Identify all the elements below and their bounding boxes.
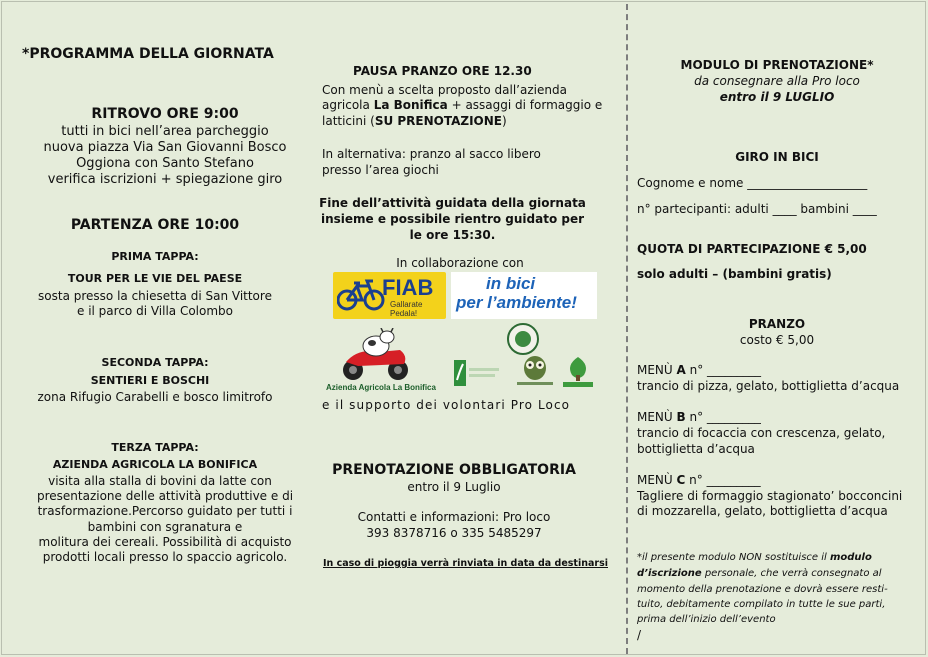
menu-c-desc: Tagliere di formaggio stagionato’ bocconcini [637, 489, 903, 503]
contatti-line: Contatti e informazioni: Pro loco [357, 510, 551, 524]
pausa-line: latticini (SU PRENOTAZIONE) [322, 114, 507, 128]
pranzo-title: PRANZO [748, 317, 806, 331]
fiab-logo [333, 272, 446, 319]
fine-line: Fine dell’attività guidata della giornata [319, 196, 586, 210]
fiab-logo-sub: Gallarate Pedala! [390, 300, 423, 318]
fiab-logo-text: FIAB [382, 275, 434, 300]
parco-logo-icon [452, 358, 502, 392]
tappa3-line: trasformazione.Percorso guidato per tutti i [37, 504, 293, 518]
cognome-field[interactable]: Cognome e nome ____________________ [637, 176, 868, 190]
ritrovo-line: tutti in bici nell’area parcheggio [61, 124, 269, 139]
alternativa-line: In alternativa: pranzo al sacco libero [322, 147, 541, 161]
tappa3-label: TERZA TAPPA: [111, 441, 199, 454]
tappa3-line: prodotti locali presso lo spaccio agricolo. [42, 550, 288, 564]
pausa-line: agricola La Bonifica + assaggi di formaggio e [322, 98, 603, 112]
note-line: prima dell’inizio dell’evento [637, 614, 776, 625]
note-line: / [637, 628, 642, 642]
pranzo-costo: costo € 5,00 [739, 333, 815, 347]
tappa3-line: molitura dei cereali. Possibilità di acquisto [38, 535, 292, 549]
collaborazione-text: In collaborazione con [396, 256, 524, 270]
bicycle-icon [337, 278, 385, 312]
gev-lombardia-seal-icon [506, 322, 540, 356]
tappa1-label: PRIMA TAPPA: [111, 250, 199, 263]
alternativa-line: presso l’area giochi [322, 163, 439, 177]
tappa2-title: SENTIERI E BOSCHI [90, 374, 210, 387]
pausa-line: Con menù a scelta proposto dall’azienda [322, 83, 567, 97]
partecipanti-field[interactable]: n° partecipanti: adulti ____ bambini ____ [637, 202, 877, 216]
tappa2-label: SECONDA TAPPA: [101, 356, 209, 369]
menu-a-field[interactable]: MENÙ A n° _________ [637, 363, 762, 377]
tappa3-line: bambini con sgranatura e [87, 520, 243, 534]
fine-line: le ore 15:30. [409, 228, 496, 242]
note-line: tuito, debitamente compilato in tutte le sue parti, [637, 599, 886, 610]
tappa3-line: presentazione delle attività produttive e di [36, 489, 294, 503]
menu-b-desc: trancio di focaccia con crescenza, gelato, [637, 426, 886, 440]
ritrovo-line: Oggiona con Santo Stefano [76, 156, 254, 171]
ritrovo-line: verifica iscrizioni + spiegazione giro [47, 172, 283, 187]
ritrovo-title: RITROVO ORE 9:00 [91, 106, 239, 122]
quota-text: QUOTA DI PARTECIPAZIONE € 5,00 [637, 242, 867, 256]
supporto-text: e il supporto dei volontari Pro Loco [322, 398, 571, 412]
menu-c-field[interactable]: MENÙ C n° _________ [637, 473, 761, 487]
prenotazione-title: PRENOTAZIONE OBBLIGATORIA [332, 462, 576, 478]
owl-logo-icon [515, 352, 555, 388]
menu-b-field[interactable]: MENÙ B n° _________ [637, 410, 761, 424]
partenza-title: PARTENZA ORE 10:00 [70, 217, 240, 233]
note-line: momento della prenotazione e dovrà essere resti- [637, 584, 888, 595]
menu-a-desc: trancio di pizza, gelato, bottiglietta d’acqua [637, 379, 900, 393]
in-bici-logo-text: in bici per l’ambiente! [456, 274, 577, 312]
pausa-title: PAUSA PRANZO ORE 12.30 [353, 64, 532, 78]
bosco-rugareto-logo-icon [560, 355, 596, 389]
contatti-phone: 393 8378716 o 335 5485297 [366, 526, 542, 540]
note-line: d’iscrizione personale, che verrà consegnato al [637, 568, 882, 579]
tappa3-line: visita alla stalla di bovini da latte con [48, 474, 272, 488]
program-heading: *PROGRAMMA DELLA GIORNATA [22, 46, 274, 62]
tappa1-line: e il parco di Villa Colombo [77, 304, 233, 318]
modulo-title: MODULO DI PRENOTAZIONE* [680, 58, 874, 72]
menu-b-desc: bottiglietta d’acqua [637, 442, 755, 456]
giro-title: GIRO IN BICI [735, 150, 819, 164]
menu-c-desc: di mozzarella, gelato, bottiglietta d’acqua [637, 504, 888, 518]
ritrovo-line: nuova piazza Via San Giovanni Bosco [43, 140, 287, 155]
tappa2-line: zona Rifugio Carabelli e bosco limitrofo [37, 390, 273, 404]
bonifica-logo-label: Azienda Agricola La Bonifica [326, 383, 436, 392]
pioggia-note: In caso di pioggia verrà rinviata in data da destinarsi [323, 558, 608, 569]
in-bici-per-ambiente-logo [451, 272, 597, 319]
prenotazione-sub: entro il 9 Luglio [407, 480, 501, 494]
note-line: *il presente modulo NON sostituisce il modulo [637, 552, 872, 563]
tappa1-line: sosta presso la chiesetta di San Vittore [38, 289, 272, 303]
modulo-sub: da consegnare alla Pro loco [694, 74, 860, 88]
fold-divider [626, 4, 628, 654]
bonifica-cow-logo [338, 328, 414, 382]
tappa3-title: AZIENDA AGRICOLA LA BONIFICA [52, 458, 258, 471]
fine-line: insieme e possibile rientro guidato per [320, 212, 585, 226]
solo-adulti-text: solo adulti – (bambini gratis) [637, 267, 832, 281]
tappa1-title: TOUR PER LE VIE DEL PAESE [67, 272, 243, 285]
modulo-deadline: entro il 9 LUGLIO [719, 90, 835, 104]
